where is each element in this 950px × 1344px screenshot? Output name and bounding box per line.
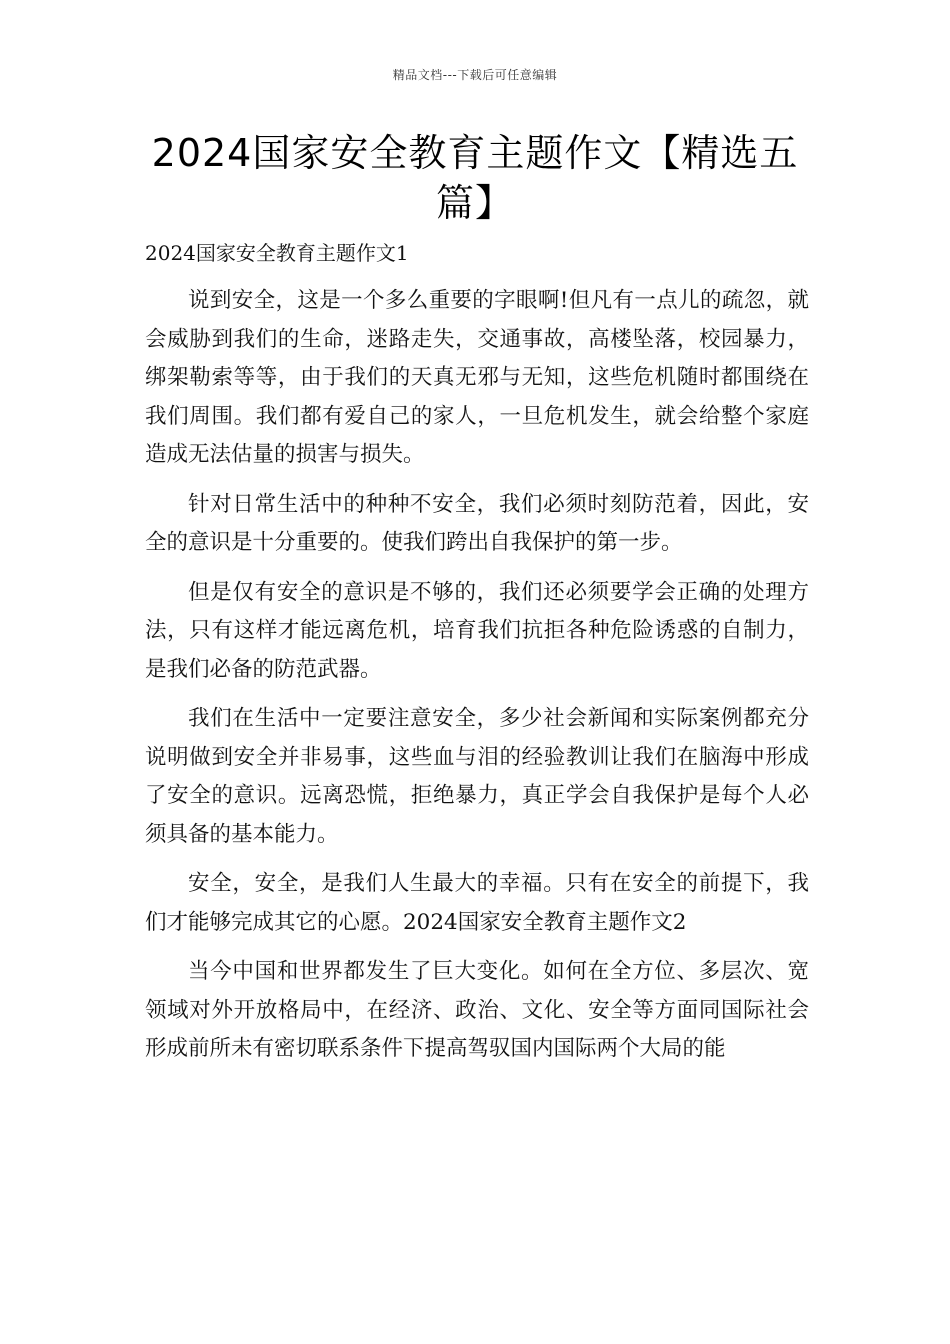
paragraph-4: 我们在生活中一定要注意安全，多少社会新闻和实际案例都充分说明做到安全并非易事，这些血与泪的经验教训让我们在脑海中形成了安全的意识。远离恐慌，拒绝暴力，真正学会自我保护是每个人必须具备的基本能力。	[145, 706, 809, 847]
paragraph-6: 当今中国和世界都发生了巨大变化。如何在全方位、多层次、宽领域对外开放格局中，在经济、政治、文化、安全等方面同国际社会形成前所未有密切联系条件下提高驾驭国内国际两个大局的能	[145, 959, 809, 1061]
page-header: 精品文档---下载后可任意编辑	[392, 68, 558, 82]
document-body	[145, 282, 809, 1080]
paragraph-1: 说到安全，这是一个多么重要的字眼啊!但凡有一点儿的疏忽，就会威胁到我们的生命，迷路走失，交通事故，高楼坠落，校园暴力，绑架勒索等等，由于我们的天真无邪与无知，这些危机随时都围绕在我们周围。我们都有爱自己的家人，一旦危机发生，就会给整个家庭造成无法估量的损害与损失。	[145, 288, 809, 467]
paragraph-2: 针对日常生活中的种种不安全，我们必须时刻防范着，因此，安全的意识是十分重要的。使我们跨出自我保护的第一步。	[145, 491, 809, 555]
section-heading: 2024国家安全教育主题作文1	[145, 241, 409, 265]
paragraph-3: 但是仅有安全的意识是不够的，我们还必须要学会正确的处理方法，只有这样才能远离危机，培育我们抗拒各种危险诱惑的自制力，是我们必备的防范武器。	[145, 579, 809, 682]
document-title: 2024国家安全教育主题作文【精选五篇】	[151, 131, 799, 225]
paragraph-5: 安全，安全，是我们人生最大的幸福。只有在安全的前提下，我们才能够完成其它的心愿。2024国家安全教育主题作文2	[145, 871, 809, 935]
